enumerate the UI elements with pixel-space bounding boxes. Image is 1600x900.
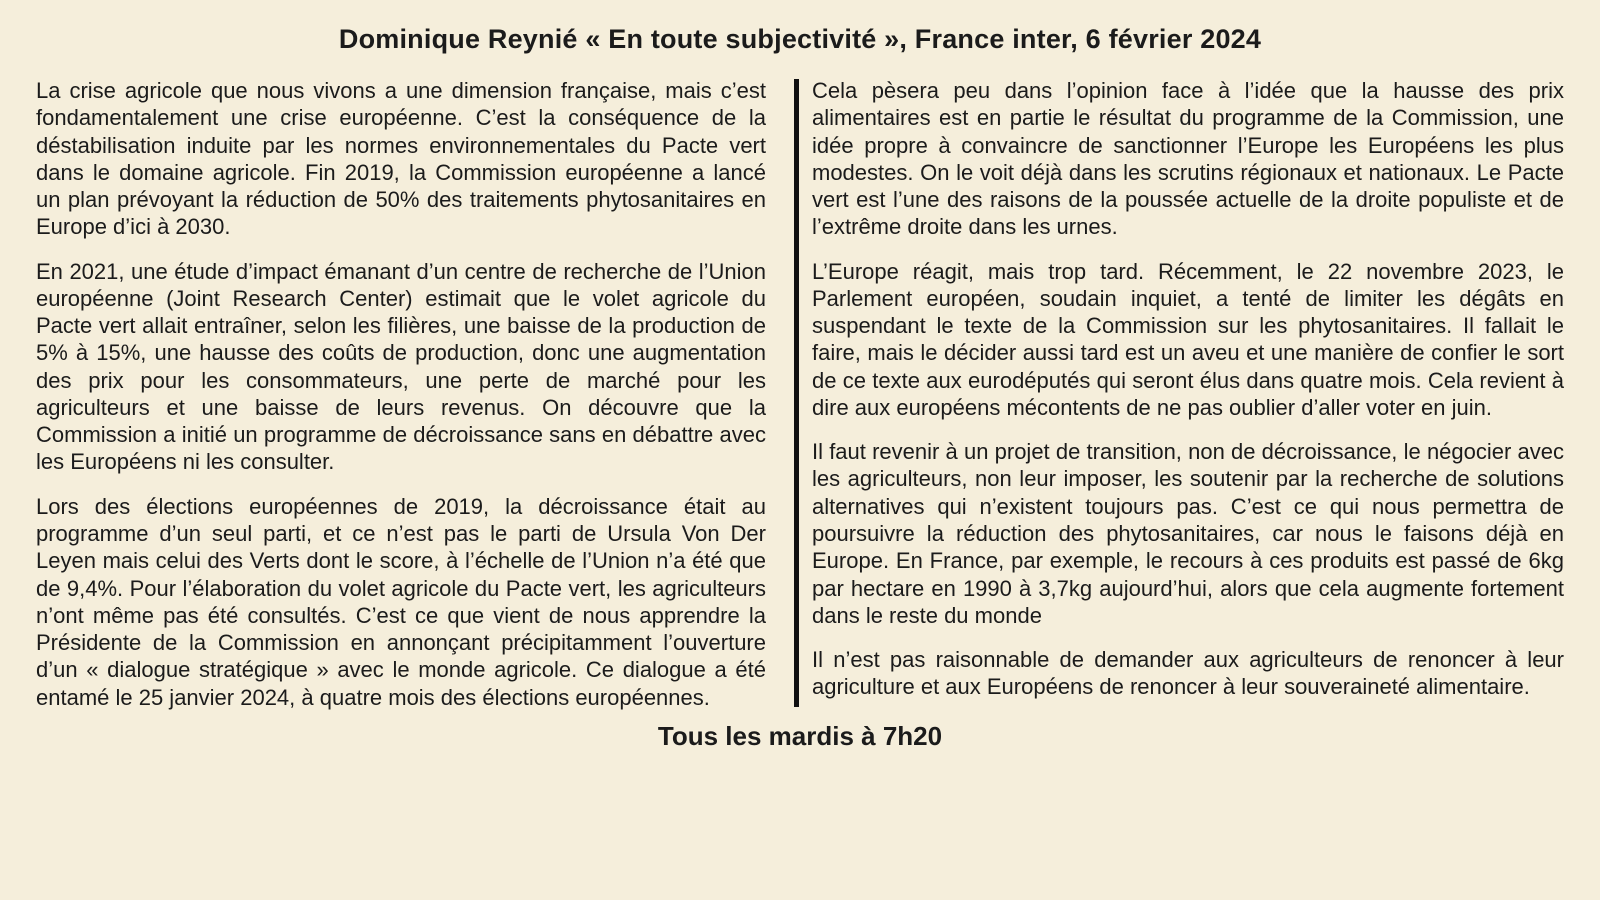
paragraph: Lors des élections européennes de 2019, la décroissance était au programme d’un seul parti, et ce n’est pas le parti de Ursula Von Der Leyen mais celui des Verts dont le score, à l’échelle de l’Union n’a été que de 9,4%. Pour l’élaboration du volet agricole du Pacte vert, les agriculteurs n’ont même pas été consultés. C’est ce que vient de nous apprendre la Présidente de la Commission en annonçant précipitamment l’ouverture d’un « dialogue stratégique » avec le monde agricole. Ce dialogue a été entamé le 25 janvier 2024, à quatre mois des élections européennes. [36,493,766,710]
footer-note: Tous les mardis à 7h20 [657,720,943,751]
paragraph: L’Europe réagit, mais trop tard. Récemment, le 22 novembre 2023, le Parlement européen, soudain inquiet, a tenté de limiter les dégâts en suspendant le texte de la Commission sur les phytosanitaires. Il fallait le faire, mais le décider aussi tard est un aveu et une manière de confier le sort de ce texte aux eurodéputés qui seront élus dans quatre mois. Cela revient à dire aux européens mécontents de ne pas oublier d’aller voter en juin. [812,258,1564,420]
left-column [36,77,766,711]
paragraph: Il faut revenir à un projet de transition, non de décroissance, le négocier avec les agriculteurs, non leur imposer, les soutenir par la recherche de solutions alternatives qui n’existent toujours pas. C’est ce qui nous permettra de poursuivre la réduction des phytosanitaires, car nous le faisons déjà en Europe. En France, par exemple, le recours à ces produits est passé de 6kg par hectare en 1990 à 3,7kg aujourd’hui, alors que cela augmente fortement dans le reste du monde [812,439,1564,628]
right-column [812,77,1564,711]
page-title: Dominique Reynié « En toute subjectivité », France inter, 6 février 2024 [338,24,1262,54]
column-divider [794,79,799,707]
paragraph: Il n’est pas raisonnable de demander aux agriculteurs de renoncer à leur agriculture et aux Européens de renoncer à leur souveraineté alimentaire. [812,647,1564,700]
paragraph: Cela pèsera peu dans l’opinion face à l’idée que la hausse des prix alimentaires est en partie le résultat du programme de la Commission, une idée propre à convaincre de sanctionner l’Europe les Européens les plus modestes. On le voit déjà dans les scrutins régionaux et nationaux. Le Pacte vert est l’une des raisons de la poussée actuelle de la droite populiste et de l’extrême droite dans les urnes. [812,78,1564,240]
columns-container [36,77,1564,711]
paragraph: En 2021, une étude d’impact émanant d’un centre de recherche de l’Union européenne (Joint Research Center) estimait que le volet agricole du Pacte vert allait entraîner, selon les filières, une baisse de la production de 5% à 15%, une hausse des coûts de production, donc une augmentation des prix pour les consommateurs, une perte de marché pour les agriculteurs et une baisse de leurs revenus. On découvre que la Commission a initié un programme de décroissance sans en débattre avec les Européens ni les consulter. [36,258,766,475]
paragraph: La crise agricole que nous vivons a une dimension française, mais c’est fondamentalement une crise européenne. C’est la conséquence de la déstabilisation induite par les normes environnementales du Pacte vert dans le domaine agricole. Fin 2019, la Commission européenne a lancé un plan prévoyant la réduction de 50% des traitements phytosanitaires en Europe d’ici à 2030. [36,78,766,240]
